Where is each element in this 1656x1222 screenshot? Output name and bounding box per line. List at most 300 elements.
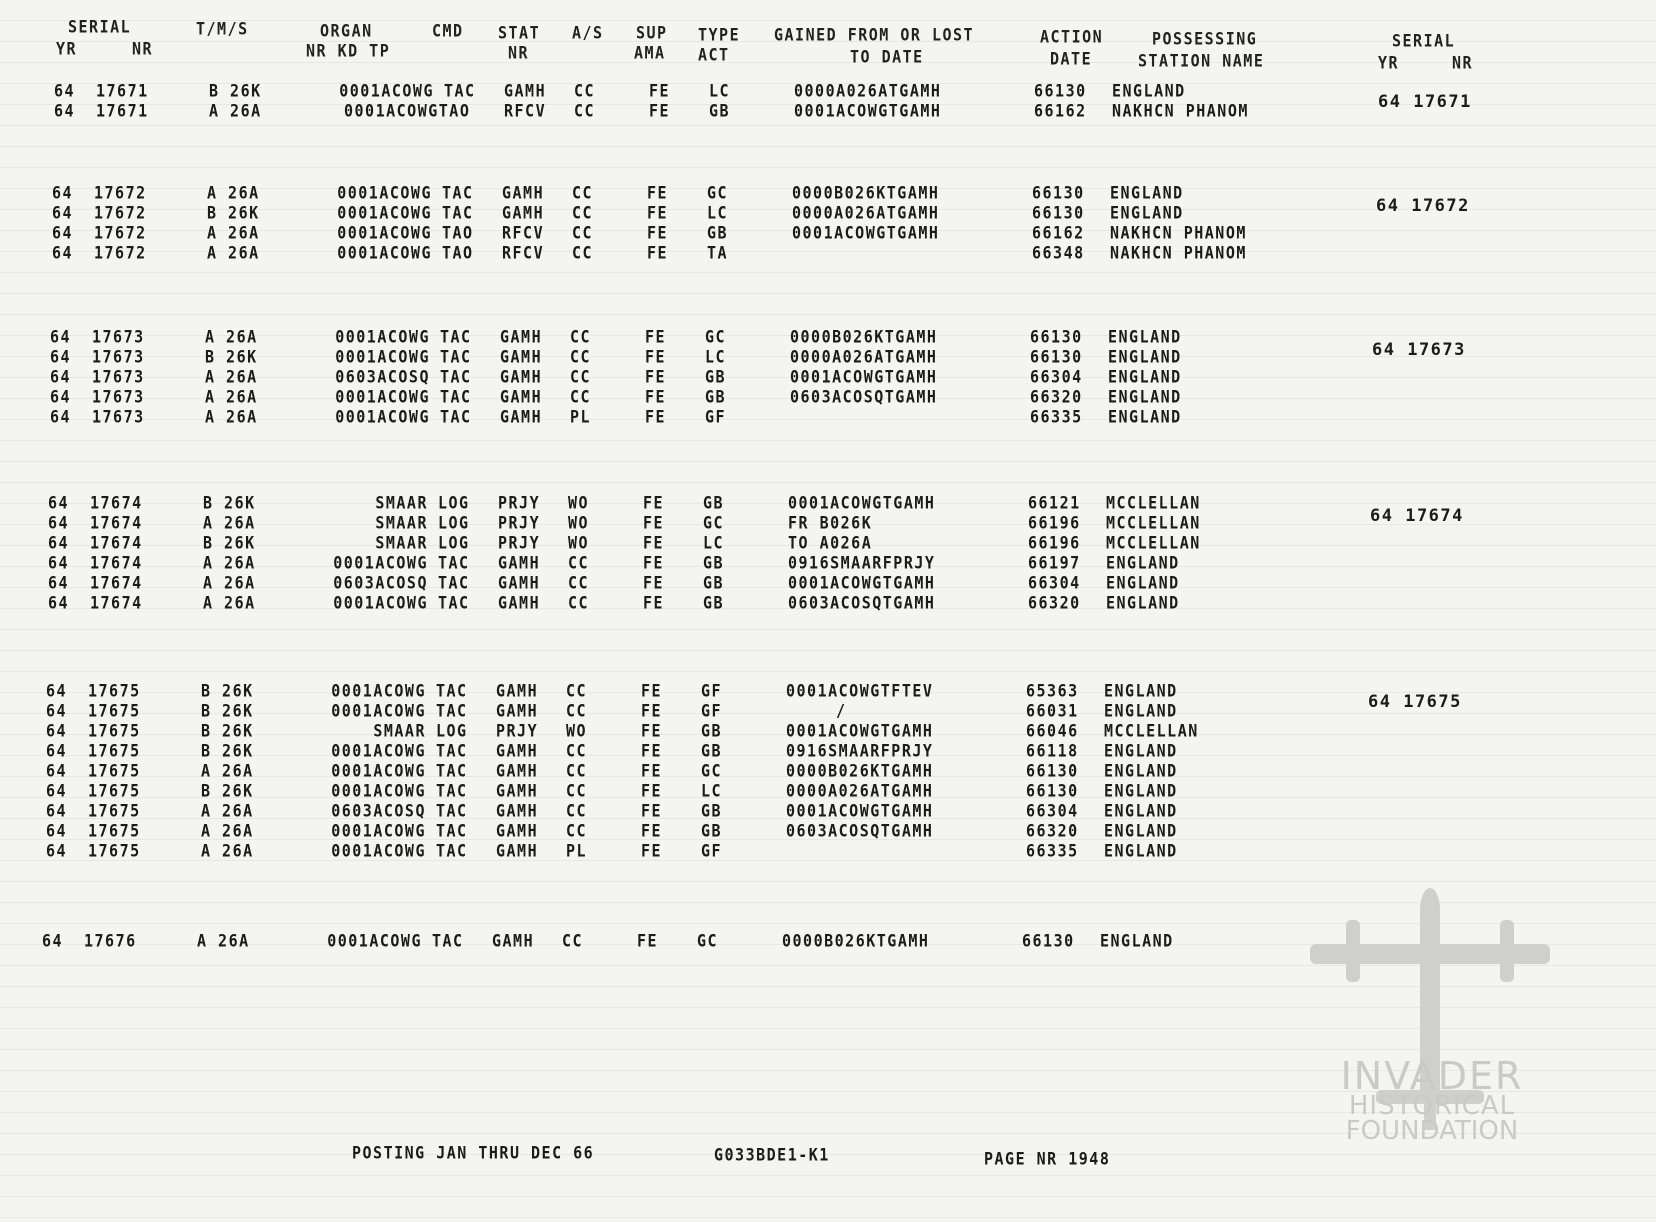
cell-cmd: TAC [438, 593, 470, 613]
cell-gained-lost: FR B026K [788, 513, 873, 533]
cell-tms: B 26K [201, 741, 254, 761]
header-action: ACTION [1040, 27, 1104, 47]
cell-stat: GAMH [496, 841, 539, 861]
cell-yr: 64 [46, 681, 68, 701]
cell-station: NAKHCN PHANOM [1112, 101, 1249, 121]
cell-organ: 0001ACOWG [331, 761, 426, 781]
cell-sup: FE [641, 761, 663, 781]
cell-tms: B 26K [201, 681, 254, 701]
cell-stat: GAMH [500, 387, 543, 407]
cell-type: GB [703, 593, 725, 613]
cell-sup: FE [647, 223, 669, 243]
cell-as: PL [570, 407, 592, 427]
cell-as: CC [570, 327, 592, 347]
cell-cmd: TAO [442, 243, 474, 263]
cell-nr: 17675 [88, 721, 141, 741]
cell-nr: 17676 [84, 931, 137, 951]
cell-stat: GAMH [498, 593, 541, 613]
cell-tms: A 26A [203, 593, 256, 613]
cell-action-date: 66130 [1030, 327, 1083, 347]
header-possessing-sub: STATION NAME [1138, 51, 1265, 71]
cell-gained-lost: 0603ACOSQTGAMH [790, 387, 938, 407]
cell-yr: 64 [46, 761, 68, 781]
cell-as: CC [570, 347, 592, 367]
cell-station: ENGLAND [1104, 781, 1178, 801]
cell-organ: 0603ACOSQ [335, 367, 430, 387]
cell-organ: 0603ACOSQ [331, 801, 426, 821]
cell-station: ENGLAND [1106, 573, 1180, 593]
cell-nr: 17672 [94, 243, 147, 263]
cell-yr: 64 [48, 553, 70, 573]
cell-as: CC [568, 553, 590, 573]
cell-as: WO [568, 513, 590, 533]
cell-tms: B 26K [205, 347, 258, 367]
cell-stat: PRJY [496, 721, 539, 741]
footer-page-number: PAGE NR 1948 [984, 1149, 1111, 1169]
cell-sup: FE [641, 741, 663, 761]
cell-stat: GAMH [500, 347, 543, 367]
cell-tms: A 26A [207, 223, 260, 243]
cell-organ: 0001ACOWG [331, 701, 426, 721]
cell-stat: GAMH [496, 701, 539, 721]
header-tms: T/M/S [196, 19, 249, 39]
cell-yr: 64 [46, 721, 68, 741]
cell-nr: 17674 [90, 573, 143, 593]
cell-gained-lost: 0001ACOWGTGAMH [790, 367, 938, 387]
watermark-logo [1312, 1054, 1552, 1146]
cell-type: GB [707, 223, 729, 243]
cell-tms: A 26A [205, 367, 258, 387]
cell-tms: B 26K [201, 701, 254, 721]
cell-nr: 17672 [94, 183, 147, 203]
header-serial-right: SERIAL [1392, 31, 1456, 51]
header-cmd: CMD [432, 21, 464, 41]
cell-as: WO [568, 533, 590, 553]
cell-cmd: TAC [442, 203, 474, 223]
cell-station: ENGLAND [1104, 761, 1178, 781]
header-gained-sub: TO DATE [850, 47, 924, 67]
cell-sup: FE [647, 203, 669, 223]
cell-nr: 17674 [90, 553, 143, 573]
cell-station: ENGLAND [1104, 741, 1178, 761]
cell-yr: 64 [46, 841, 68, 861]
cell-as: CC [566, 741, 588, 761]
cell-action-date: 66335 [1026, 841, 1079, 861]
cell-sup: FE [641, 841, 663, 861]
cell-station: MCCLELLAN [1106, 493, 1201, 513]
cell-as: CC [572, 243, 594, 263]
cell-sup: FE [643, 573, 665, 593]
cell-cmd: TAO [442, 223, 474, 243]
cell-nr: 17675 [88, 761, 141, 781]
cell-cmd: TAC [440, 347, 472, 367]
cell-yr: 64 [52, 243, 74, 263]
cell-organ: 0001ACOWG [337, 223, 432, 243]
cell-nr: 17674 [90, 493, 143, 513]
cell-yr: 64 [48, 513, 70, 533]
cell-yr: 64 [48, 593, 70, 613]
cell-action-date: 65363 [1026, 681, 1079, 701]
cell-type: GB [701, 741, 723, 761]
cell-as: CC [566, 681, 588, 701]
cell-gained-lost: 0001ACOWGTGAMH [788, 573, 936, 593]
cell-type: GB [709, 101, 731, 121]
cell-type: GB [701, 721, 723, 741]
cell-sup: FE [643, 553, 665, 573]
header-serial: SERIAL [68, 17, 132, 37]
cell-organ: 0001ACOWG [335, 347, 430, 367]
cell-action-date: 66304 [1026, 801, 1079, 821]
cell-nr: 17672 [94, 203, 147, 223]
cell-as: CC [566, 701, 588, 721]
cell-station: MCCLELLAN [1106, 513, 1201, 533]
cell-type: LC [709, 81, 731, 101]
cell-sup: FE [641, 821, 663, 841]
cell-stat: GAMH [498, 573, 541, 593]
cell-organ: 0001ACOWG [337, 243, 432, 263]
cell-tms: A 26A [201, 841, 254, 861]
cell-as: WO [566, 721, 588, 741]
cell-type: LC [707, 203, 729, 223]
cell-action-date: 66130 [1032, 203, 1085, 223]
cell-type: TA [707, 243, 729, 263]
cell-gained-lost: 0001ACOWGTGAMH [786, 721, 934, 741]
cell-gained-lost: 0916SMAARFPRJY [788, 553, 936, 573]
cell-yr: 64 [50, 387, 72, 407]
cell-tms: A 26A [205, 407, 258, 427]
header-stat-sub: NR [508, 43, 530, 63]
cell-as: CC [572, 183, 594, 203]
cell-yr: 64 [50, 407, 72, 427]
cell-stat: RFCV [504, 101, 547, 121]
cell-cmd: TAC [440, 367, 472, 387]
cell-yr: 64 [42, 931, 64, 951]
cell-sup: FE [647, 243, 669, 263]
cell-station: MCCLELLAN [1106, 533, 1201, 553]
cell-action-date: 66335 [1030, 407, 1083, 427]
group-serial-right: 64 17672 [1376, 196, 1470, 216]
cell-sup: FE [641, 781, 663, 801]
cell-gained-lost: TO A026A [788, 533, 873, 553]
cell-gained-lost: 0001ACOWGTGAMH [792, 223, 940, 243]
cell-cmd: TAC [444, 81, 476, 101]
cell-cmd: LOG [438, 493, 470, 513]
cell-organ: 0001ACOWG [331, 781, 426, 801]
cell-yr: 64 [54, 101, 76, 121]
cell-cmd: TAC [432, 931, 464, 951]
cell-organ: SMAAR [375, 513, 428, 533]
cell-organ: 0001ACOWG [333, 553, 428, 573]
cell-organ: 0001ACOWG [337, 203, 432, 223]
cell-station: ENGLAND [1108, 327, 1182, 347]
cell-gained-lost: 0000B026KTGAMH [792, 183, 940, 203]
cell-station: MCCLELLAN [1104, 721, 1199, 741]
cell-action-date: 66304 [1030, 367, 1083, 387]
cell-yr: 64 [46, 781, 68, 801]
cell-action-date: 66130 [1026, 761, 1079, 781]
cell-nr: 17675 [88, 701, 141, 721]
cell-sup: FE [643, 493, 665, 513]
header-sup: SUP [636, 23, 668, 43]
cell-gained-lost: 0001ACOWGTGAMH [788, 493, 936, 513]
cell-gained-lost: 0916SMAARFPRJY [786, 741, 934, 761]
cell-station: NAKHCN PHANOM [1110, 243, 1247, 263]
cell-stat: GAMH [502, 183, 545, 203]
cell-action-date: 66130 [1022, 931, 1075, 951]
cell-cmd: TAC [440, 327, 472, 347]
cell-tms: A 26A [205, 327, 258, 347]
header-action-sub: DATE [1050, 49, 1093, 69]
cell-sup: FE [645, 387, 667, 407]
cell-tms: A 26A [207, 243, 260, 263]
header-yr: YR [56, 39, 78, 59]
cell-stat: RFCV [502, 243, 545, 263]
cell-sup: FE [637, 931, 659, 951]
cell-action-date: 66162 [1032, 223, 1085, 243]
footer-posting: POSTING JAN THRU DEC 66 [352, 1143, 595, 1163]
cell-nr: 17673 [92, 387, 145, 407]
cell-action-date: 66046 [1026, 721, 1079, 741]
cell-type: GF [701, 701, 723, 721]
cell-yr: 64 [52, 203, 74, 223]
cell-yr: 64 [46, 801, 68, 821]
cell-station: ENGLAND [1100, 931, 1174, 951]
cell-stat: PRJY [498, 533, 541, 553]
header-as: A/S [572, 23, 604, 43]
header-yr-right: YR [1378, 53, 1400, 73]
cell-sup: FE [643, 513, 665, 533]
watermark-line2: HISTORICAL [1348, 1091, 1516, 1122]
cell-as: WO [568, 493, 590, 513]
cell-organ: 0001ACOWG [333, 593, 428, 613]
cell-yr: 64 [50, 327, 72, 347]
cell-type: GC [697, 931, 719, 951]
cell-station: ENGLAND [1110, 183, 1184, 203]
cell-type: GC [703, 513, 725, 533]
cell-cmd: TAC [440, 407, 472, 427]
cell-stat: GAMH [504, 81, 547, 101]
cell-yr: 64 [48, 573, 70, 593]
cell-nr: 17673 [92, 347, 145, 367]
cell-type: LC [705, 347, 727, 367]
cell-as: CC [568, 573, 590, 593]
cell-organ: 0001ACOWG [339, 81, 434, 101]
cell-stat: GAMH [496, 741, 539, 761]
cell-tms: B 26K [201, 721, 254, 741]
watermark-line3: FOUNDATION [1345, 1115, 1519, 1146]
cell-nr: 17671 [96, 81, 149, 101]
cell-type: GC [701, 761, 723, 781]
cell-tms: A 26A [201, 801, 254, 821]
cell-type: GC [705, 327, 727, 347]
cell-tms: A 26A [197, 931, 250, 951]
header-nr: NR [132, 39, 154, 59]
cell-sup: FE [641, 801, 663, 821]
cell-cmd: TAC [436, 801, 468, 821]
cell-nr: 17675 [88, 841, 141, 861]
cell-station: ENGLAND [1112, 81, 1186, 101]
cell-type: GF [701, 681, 723, 701]
cell-organ: SMAAR [375, 533, 428, 553]
cell-station: ENGLAND [1104, 821, 1178, 841]
cell-stat: GAMH [496, 801, 539, 821]
cell-action-date: 66320 [1026, 821, 1079, 841]
cell-gained-lost: 0603ACOSQTGAMH [786, 821, 934, 841]
cell-gained-lost: / [836, 701, 847, 721]
cell-cmd: TAC [436, 841, 468, 861]
cell-organ: 0001ACOWG [331, 741, 426, 761]
cell-sup: FE [645, 347, 667, 367]
cell-sup: FE [647, 183, 669, 203]
cell-sup: FE [641, 701, 663, 721]
cell-yr: 64 [50, 347, 72, 367]
cell-yr: 64 [50, 367, 72, 387]
cell-stat: GAMH [496, 781, 539, 801]
header-possessing: POSSESSING [1152, 29, 1258, 49]
cell-yr: 64 [54, 81, 76, 101]
header-gained: GAINED FROM OR LOST [774, 25, 975, 45]
cell-gained-lost: 0000A026ATGAMH [792, 203, 940, 223]
cell-station: ENGLAND [1108, 407, 1182, 427]
cell-stat: GAMH [496, 821, 539, 841]
cell-organ: 0001ACOWG [331, 841, 426, 861]
cell-action-date: 66031 [1026, 701, 1079, 721]
cell-cmd: TAC [438, 553, 470, 573]
cell-gained-lost: 0000B026KTGAMH [790, 327, 938, 347]
cell-station: ENGLAND [1104, 841, 1178, 861]
cell-station: ENGLAND [1108, 387, 1182, 407]
cell-sup: FE [649, 101, 671, 121]
watermark-line1: INVADER [1340, 1054, 1524, 1098]
cell-organ: SMAAR [373, 721, 426, 741]
cell-station: NAKHCN PHANOM [1110, 223, 1247, 243]
cell-organ: 0001ACOWG [327, 931, 422, 951]
cell-organ: 0001ACOWG [331, 681, 426, 701]
cell-type: GB [701, 821, 723, 841]
cell-action-date: 66304 [1028, 573, 1081, 593]
cell-sup: FE [643, 533, 665, 553]
cell-stat: GAMH [492, 931, 535, 951]
cell-nr: 17673 [92, 367, 145, 387]
group-serial-right: 64 17673 [1372, 340, 1466, 360]
cell-tms: B 26K [203, 533, 256, 553]
cell-sup: FE [645, 327, 667, 347]
cell-tms: A 26A [209, 101, 262, 121]
cell-nr: 17675 [88, 741, 141, 761]
cell-as: PL [566, 841, 588, 861]
cell-nr: 17675 [88, 801, 141, 821]
cell-cmd: LOG [438, 513, 470, 533]
header-type-sub: ACT [698, 45, 730, 65]
header-organ: ORGAN [320, 21, 373, 41]
cell-action-date: 66118 [1026, 741, 1079, 761]
cell-yr: 64 [52, 183, 74, 203]
cell-station: ENGLAND [1104, 681, 1178, 701]
cell-station: ENGLAND [1104, 801, 1178, 821]
cell-nr: 17673 [92, 327, 145, 347]
cell-organ: 0603ACOSQ [333, 573, 428, 593]
cell-cmd: TAC [440, 387, 472, 407]
group-serial-right: 64 17674 [1370, 506, 1464, 526]
cell-stat: GAMH [496, 761, 539, 781]
cell-action-date: 66320 [1028, 593, 1081, 613]
cell-station: ENGLAND [1106, 593, 1180, 613]
cell-organ: SMAAR [375, 493, 428, 513]
cell-stat: GAMH [502, 203, 545, 223]
cell-organ: 0001ACOWGTAO [344, 101, 471, 121]
cell-gained-lost: 0603ACOSQTGAMH [788, 593, 936, 613]
cell-action-date: 66162 [1034, 101, 1087, 121]
cell-nr: 17674 [90, 593, 143, 613]
footer-code: G033BDE1-K1 [714, 1145, 830, 1165]
cell-yr: 64 [46, 741, 68, 761]
cell-station: ENGLAND [1106, 553, 1180, 573]
cell-station: ENGLAND [1108, 347, 1182, 367]
cell-yr: 64 [46, 821, 68, 841]
cell-as: CC [572, 203, 594, 223]
cell-as: CC [568, 593, 590, 613]
cell-organ: 0001ACOWG [335, 407, 430, 427]
cell-cmd: LOG [436, 721, 468, 741]
cell-action-date: 66130 [1032, 183, 1085, 203]
cell-stat: GAMH [496, 681, 539, 701]
cell-cmd: TAC [436, 741, 468, 761]
cell-tms: A 26A [201, 821, 254, 841]
cell-as: CC [566, 801, 588, 821]
cell-yr: 64 [48, 493, 70, 513]
cell-gained-lost: 0000A026ATGAMH [794, 81, 942, 101]
cell-tms: A 26A [207, 183, 260, 203]
cell-gained-lost: 0000B026KTGAMH [786, 761, 934, 781]
cell-as: CC [566, 761, 588, 781]
cell-cmd: TAC [436, 761, 468, 781]
cell-nr: 17673 [92, 407, 145, 427]
cell-cmd: TAC [436, 821, 468, 841]
header-type: TYPE [698, 25, 741, 45]
cell-tms: B 26K [203, 493, 256, 513]
cell-tms: A 26A [201, 761, 254, 781]
cell-action-date: 66196 [1028, 533, 1081, 553]
cell-nr: 17675 [88, 681, 141, 701]
cell-type: GB [703, 493, 725, 513]
cell-as: CC [570, 387, 592, 407]
header-organ-sub: NR KD TP [306, 41, 391, 61]
cell-yr: 64 [52, 223, 74, 243]
cell-as: CC [574, 101, 596, 121]
cell-action-date: 66121 [1028, 493, 1081, 513]
cell-action-date: 66130 [1030, 347, 1083, 367]
cell-gained-lost: 0000A026ATGAMH [790, 347, 938, 367]
cell-sup: FE [641, 721, 663, 741]
cell-type: LC [703, 533, 725, 553]
cell-tms: B 26K [207, 203, 260, 223]
cell-cmd: TAC [436, 781, 468, 801]
cell-nr: 17671 [96, 101, 149, 121]
cell-nr: 17674 [90, 533, 143, 553]
cell-stat: GAMH [500, 367, 543, 387]
cell-gained-lost: 0001ACOWGTGAMH [786, 801, 934, 821]
cell-sup: FE [645, 367, 667, 387]
cell-type: GB [701, 801, 723, 821]
cell-gained-lost: 0001ACOWGTGAMH [794, 101, 942, 121]
cell-gained-lost: 0001ACOWGTFTEV [786, 681, 934, 701]
cell-action-date: 66130 [1026, 781, 1079, 801]
cell-nr: 17675 [88, 781, 141, 801]
cell-type: LC [701, 781, 723, 801]
cell-as: CC [574, 81, 596, 101]
cell-tms: B 26K [209, 81, 262, 101]
cell-nr: 17674 [90, 513, 143, 533]
